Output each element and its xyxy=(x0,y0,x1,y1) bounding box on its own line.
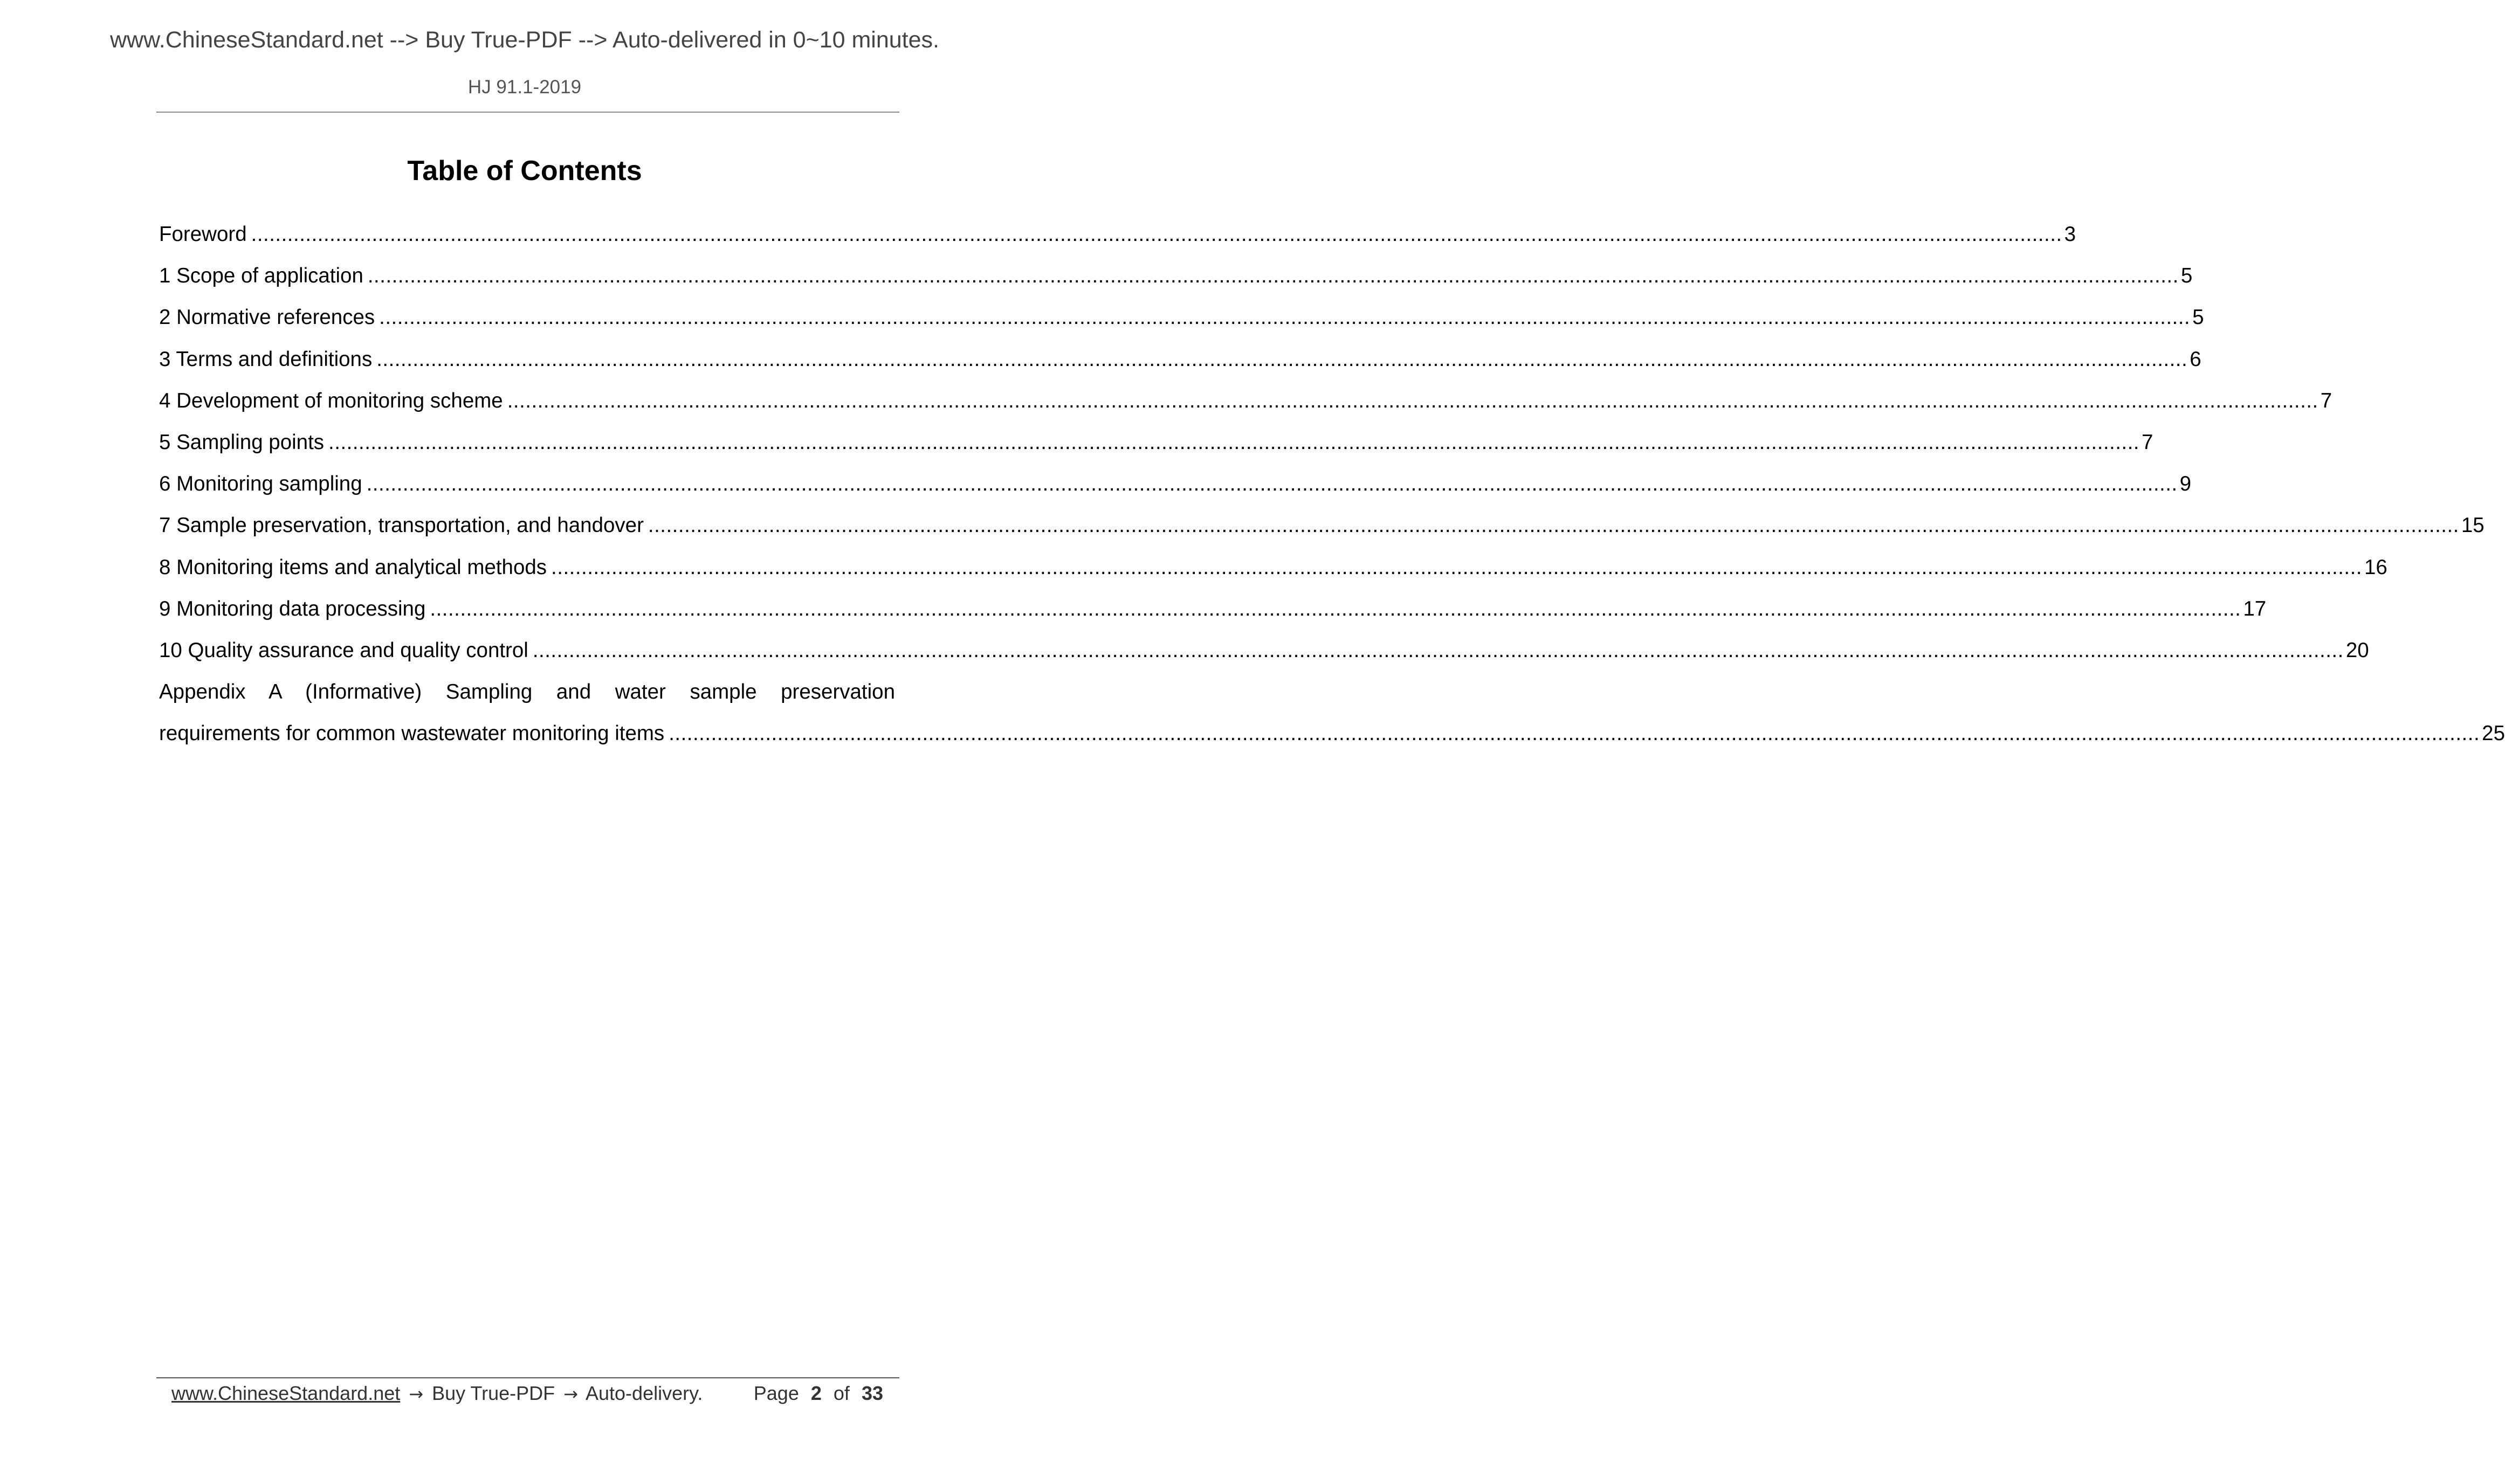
toc-entry-normative-references[interactable] xyxy=(159,304,2204,346)
toc-entry-page: 6 xyxy=(2190,347,2201,371)
right-arrow-icon: → xyxy=(563,1384,578,1404)
toc-entry-title: 7 Sample preservation, transportation, and handover xyxy=(159,514,644,537)
toc-entry-monitoring-items[interactable] xyxy=(159,554,2387,596)
toc-entry-title: 3 Terms and definitions xyxy=(159,347,373,371)
footer-website-link[interactable]: www.ChineseStandard.net xyxy=(171,1382,401,1404)
toc-dot-leader: ............................................................................................................................................................................................................................................................................................................ xyxy=(430,597,2241,620)
toc-entry-title: 6 Monitoring sampling xyxy=(159,472,362,496)
toc-dot-leader: ............................................................................................................................................................................................................................................................................................................ xyxy=(328,430,2140,454)
toc-entry-sample-preservation[interactable] xyxy=(159,512,2485,554)
toc-entry-terms[interactable] xyxy=(159,346,2201,388)
header-divider xyxy=(156,112,899,113)
toc-dot-leader: ............................................................................................................................................................................................................................................................................................................ xyxy=(507,389,2318,412)
toc-entry-scope[interactable] xyxy=(159,263,2193,304)
toc-entry-appendix-a[interactable] xyxy=(159,679,2505,762)
top-banner: www.ChineseStandard.net --> Buy True-PDF --> Auto-delivered in 0~10 minutes. xyxy=(109,27,939,53)
toc-dot-leader: ............................................................................................................................................................................................................................................................................................................ xyxy=(251,223,2062,246)
toc-entry-title-line1: Appendix A (Informative) Sampling and water sample preservation xyxy=(159,680,895,704)
toc-entry-page: 7 xyxy=(2142,430,2153,454)
toc-entry-page: 7 xyxy=(2320,389,2332,412)
page-word: Page xyxy=(753,1382,799,1404)
toc-entry-page: 15 xyxy=(2461,514,2485,537)
toc-entry-page: 25 xyxy=(2482,722,2505,746)
toc-dot-leader: ............................................................................................................................................................................................................................................................................................................ xyxy=(366,472,2178,496)
toc-dot-leader: ............................................................................................................................................................................................................................................................................................................ xyxy=(376,347,2188,371)
toc-entry-title: 4 Development of monitoring scheme xyxy=(159,389,503,412)
toc-entry-title-line2: requirements for common wastewater monitoring items xyxy=(159,722,665,746)
toc-dot-leader: ............................................................................................................................................................................................................................................................................................................ xyxy=(367,264,2179,288)
toc-title: Table of Contents xyxy=(407,155,642,187)
toc-entry-page: 20 xyxy=(2345,638,2369,662)
toc-entry-title: 5 Sampling points xyxy=(159,430,325,454)
toc-entry-title: 9 Monitoring data processing xyxy=(159,597,426,620)
toc-entry-title: 10 Quality assurance and quality control xyxy=(159,638,528,662)
current-page-number: 2 xyxy=(810,1382,822,1404)
footer-delivery-text: Auto-delivery. xyxy=(586,1382,703,1404)
page-indicator xyxy=(754,1380,883,1407)
toc-dot-leader: ............................................................................................................................................................................................................................................................................................................ xyxy=(551,555,2363,579)
document-code: HJ 91.1-2019 xyxy=(467,77,582,98)
of-word: of xyxy=(833,1382,850,1404)
toc-entry-page: 3 xyxy=(2064,223,2076,246)
toc-entry-page: 5 xyxy=(2192,306,2204,329)
toc-dot-leader: ............................................................................................................................................................................................................................................................................................................ xyxy=(648,514,2459,537)
toc-entry-monitoring-scheme[interactable] xyxy=(159,388,2332,429)
table-of-contents xyxy=(159,221,2505,762)
toc-entry-monitoring-sampling[interactable] xyxy=(159,471,2192,512)
total-pages-number: 33 xyxy=(861,1382,883,1404)
page-footer xyxy=(171,1380,889,1407)
toc-entry-title: 8 Monitoring items and analytical methods xyxy=(159,555,547,579)
toc-entry-page: 9 xyxy=(2179,472,2192,496)
toc-entry-page: 16 xyxy=(2364,555,2387,579)
footer-divider xyxy=(156,1377,899,1378)
toc-entry-title: 1 Scope of application xyxy=(159,264,363,288)
toc-entry-title: 2 Normative references xyxy=(159,306,375,329)
toc-entry-sampling-points[interactable] xyxy=(159,429,2153,471)
toc-dot-leader: ............................................................................................................................................................................................................................................................................................................ xyxy=(379,306,2191,329)
toc-entry-page: 5 xyxy=(2180,264,2193,288)
footer-buy-text: Buy True-PDF xyxy=(432,1382,555,1404)
toc-dot-leader: ............................................................................................................................................................................................................................................................................................................ xyxy=(532,638,2344,662)
toc-entry-quality-assurance[interactable] xyxy=(159,637,2369,679)
toc-dot-leader: ............................................................................................................................................................................................................................................................................................................ xyxy=(669,722,2480,746)
toc-entry-page: 17 xyxy=(2243,597,2267,620)
toc-entry-title: Foreword xyxy=(159,223,247,246)
toc-entry-foreword[interactable] xyxy=(159,221,2076,263)
toc-entry-data-processing[interactable] xyxy=(159,596,2267,637)
right-arrow-icon: → xyxy=(409,1384,424,1404)
